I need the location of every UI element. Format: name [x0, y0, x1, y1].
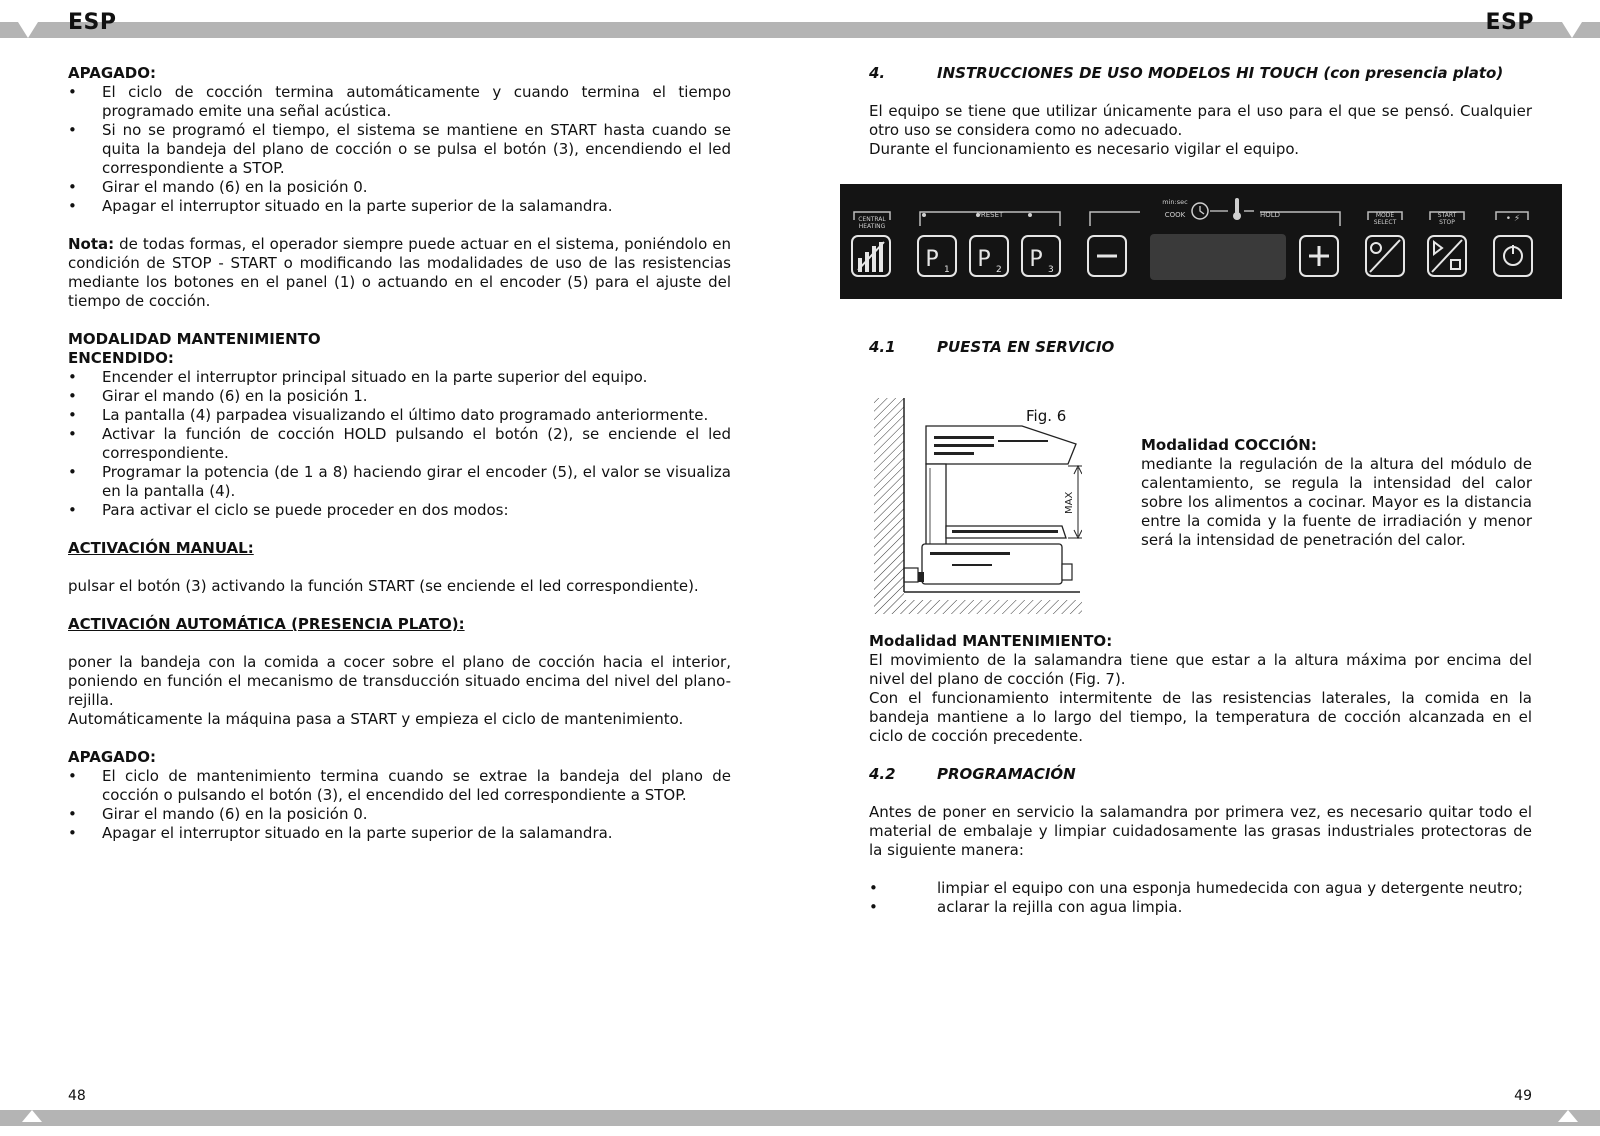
list-item: • El ciclo de cocción termina automáticamente y cuando termina el tiempo programado emite una señal acústica. — [68, 83, 731, 121]
activacion-manual-text: pulsar el botón (3) activando la función START (se enciende el led correspondiente). — [68, 577, 699, 595]
preset-2-sub: 2 — [996, 265, 1002, 275]
mantenimiento-text-2: Con el funcionamiento intermitente de las resistencias laterales, la comida en la bandeja mantiene a lo largo del tiempo, la temperatura de cocción alcanzada en el ciclo de cocción precedente. — [869, 689, 1532, 745]
section-4-1-heading — [869, 338, 1532, 357]
language-tag-right: ESP — [1485, 10, 1534, 35]
encendido-list — [68, 368, 731, 520]
list-item: • Apagar el interruptor situado en la parte superior de la salamandra. — [68, 824, 731, 843]
preset-led — [1028, 213, 1032, 217]
mantenimiento-label: Modalidad MANTENIMIENTO: — [869, 632, 1113, 650]
footer-band-notches — [0, 1110, 1600, 1126]
activacion-manual-heading: ACTIVACIÓN MANUAL: — [68, 539, 254, 557]
coccion-text: mediante la regulación de la altura del módulo de calentamiento, se regula la intensidad del calor sobre los alimentos a cocinar. Mayor es la distancia entre la comida y la fuente de irradiación y menor será la intensidad de penetración del calor. — [1141, 455, 1532, 549]
list-item: • Girar el mando (6) en la posición 0. — [68, 805, 731, 824]
floor-hatch — [874, 600, 1082, 614]
right-page-column — [869, 64, 1532, 159]
section-number: 4.2 — [869, 765, 896, 783]
section-4-text-2: Durante el funcionamiento es necesario vigilar el equipo. — [869, 140, 1300, 158]
activacion-automatica-heading: ACTIVACIÓN AUTOMÁTICA (PRESENCIA PLATO): — [68, 615, 465, 633]
section-4-text: El equipo se tiene que utilizar únicamente para el uso para el que se pensó. Cualquier otro uso se considera como no adecuado. — [869, 102, 1532, 139]
mantenimiento-heading: MODALIDAD MANTENIMIENTO — [68, 330, 321, 348]
display-screen — [1150, 234, 1286, 280]
preset-2-label: P — [977, 247, 991, 272]
power-button — [1494, 236, 1532, 276]
list-item: • Activar la función de cocción HOLD pulsando el botón (2), se enciende el led correspondiente. — [68, 425, 731, 463]
minsec-label: min:sec — [1162, 198, 1188, 206]
section-title: PROGRAMACIÓN — [937, 765, 1076, 783]
preset-1-label: P — [925, 247, 939, 272]
coccion-heading: Modalidad COCCIÓN: — [1141, 436, 1317, 454]
section-number: 4.1 — [869, 338, 896, 356]
section-4-1 — [869, 338, 1532, 357]
list-item: • El ciclo de mantenimiento termina cuando se extrae la bandeja del plano de cocción o pulsando el botón (3), el encendido del led correspondiente a STOP. — [68, 767, 731, 805]
section-4-2-heading — [869, 765, 1532, 784]
list-item: • Girar el mando (6) en la posición 1. — [68, 387, 731, 406]
coccion-block — [1141, 436, 1532, 550]
nota-label: Nota: — [68, 235, 115, 253]
encendido-heading: ENCENDIDO: — [68, 349, 174, 367]
thermometer-icon — [1235, 198, 1239, 214]
control-panel-graphic — [840, 184, 1562, 299]
header-band-notches — [0, 22, 1600, 38]
section-title: INSTRUCCIONES DE USO MODELOS HI TOUCH (con presencia plato) — [937, 64, 1504, 82]
activacion-automatica-text-2: Automáticamente la máquina pasa a START y empieza el ciclo de mantenimiento. — [68, 710, 684, 728]
programacion-list — [869, 879, 1532, 917]
nota-text: de todas formas, el operador siempre puede actuar en el sistema, poniéndolo en condición de STOP - START o modificando las modalidades de uso de las resistencias mediante los botones en el panel (1) o actuando en el encoder (5) para el ajuste del tiempo de cocción. — [68, 235, 731, 310]
apagado-heading-2: APAGADO: — [68, 748, 156, 766]
preset-led — [922, 213, 926, 217]
list-item: • Girar el mando (6) en la posición 0. — [68, 178, 731, 197]
stop-label: STOP — [1439, 219, 1455, 226]
apagado-list-2 — [68, 767, 731, 843]
hold-label: HOLD — [1259, 211, 1281, 219]
section-4-heading — [869, 64, 1532, 83]
control-panel-illustration — [840, 184, 1562, 299]
mode-label: MODE — [1375, 212, 1395, 219]
select-label: SELECT — [1373, 219, 1397, 226]
page-number-left: 48 — [68, 1088, 86, 1104]
lower-right-block — [869, 632, 1532, 917]
list-item: • Si no se programó el tiempo, el sistema se mantiene en START hasta cuando se quita la bandeja del plano de cocción o se pulsa el botón (3), encendiendo el led correspondiente a STOP. — [68, 121, 731, 178]
mantenimiento-text: El movimiento de la salamandra tiene que estar a la altura máxima por encima del nivel del plano de cocción (Fig. 7). — [869, 651, 1532, 688]
activacion-automatica-text: poner la bandeja con la comida a cocer sobre el plano de cocción hacia el interior, poniendo en función el mecanismo de transducción situado encima del nivel del plano-rejilla. — [68, 653, 731, 709]
section-4-2-text: Antes de poner en servicio la salamandra por primera vez, es necesario quitar todo el material de embalaje y limpiar cuidadosamente las grasas industriales protectoras de la siguiente manera: — [869, 803, 1532, 859]
preset-1-sub: 1 — [944, 265, 950, 275]
left-page-column — [68, 64, 731, 843]
figure-6-salamander-diagram — [872, 396, 1082, 618]
wall-hatch — [874, 398, 904, 600]
list-item: • La pantalla (4) parpadea visualizando el último dato programado anteriormente. — [68, 406, 731, 425]
apagado-list — [68, 83, 731, 216]
nota-paragraph — [68, 235, 731, 311]
list-item: • Programar la potencia (de 1 a 8) haciendo girar el encoder (5), el valor se visualiza en la pantalla (4). — [68, 463, 731, 501]
section-title: PUESTA EN SERVICIO — [937, 338, 1115, 356]
list-item: • aclarar la rejilla con agua limpia. — [869, 898, 1532, 917]
preset-3-sub: 3 — [1048, 265, 1054, 275]
preset-label: PRESET — [976, 211, 1004, 219]
central-heating-label-1: CENTRAL — [858, 216, 886, 223]
preset-3-label: P — [1029, 247, 1043, 272]
list-item: • limpiar el equipo con una esponja humedecida con agua y detergente neutro; — [869, 879, 1532, 898]
language-tag-left: ESP — [68, 10, 117, 35]
power-led-label: • ⚡ — [1505, 214, 1521, 224]
cook-label: COOK — [1164, 211, 1186, 219]
central-heating-label-2: HEATING — [858, 223, 886, 230]
start-label: START — [1437, 212, 1457, 219]
page-number-right: 49 — [1514, 1088, 1532, 1104]
figure-6-label: Fig. 6 — [1026, 407, 1067, 425]
list-item: • Apagar el interruptor situado en la parte superior de la salamandra. — [68, 197, 731, 216]
list-item: • Encender el interruptor principal situado en la parte superior del equipo. — [68, 368, 731, 387]
section-number: 4. — [869, 64, 886, 82]
apagado-heading: APAGADO: — [68, 64, 156, 82]
list-item: • Para activar el ciclo se puede proceder en dos modos: — [68, 501, 731, 520]
max-dimension-label: MAX — [1064, 491, 1075, 514]
